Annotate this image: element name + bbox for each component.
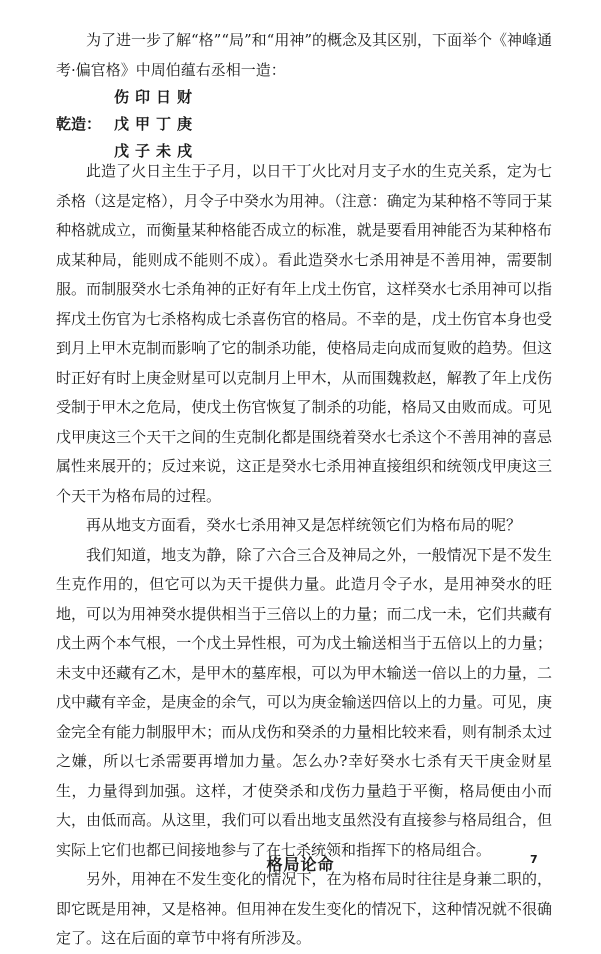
chart-ten-gods: 伤印日财: [114, 88, 199, 106]
chart-row-stems: [56, 111, 356, 138]
paragraph-question: 再从地支方面看，癸水七杀用神又是怎样统领它们为格布局的呢？: [86, 516, 522, 534]
main-text: [56, 157, 552, 954]
page-number: 7: [530, 853, 538, 866]
chart-stems: 戊甲丁庚: [114, 115, 199, 133]
chart-row-ten-gods: [56, 84, 356, 111]
intro-paragraph: 为了进一步了解“格”“局”和“用神”的概念及其区别，下面举个《神峰通考·偏官格》中周伯蕴右丞相一造：: [56, 31, 553, 79]
chart-label: 乾造：: [56, 115, 102, 133]
paragraph-analysis: 此造了火日主生于子月，以日干丁火比对月支子水的生克关系，定为七杀格（这是定格），月令子中癸水为用神。（注意：确定为某种格不等同于某种格就成立，而衡量某种格能否成立的标准，就是要看用神能否为某种格布成某种局，能则成不能则不成）。看此造癸水七杀用神是不善用神，需要制服。而制服癸水七杀角神的正好有年上戊土伤官，这样癸水七杀用神可以指挥戊土伤官为七杀格构成七杀喜伤官的格局。不幸的是，戊土伤官本身也受到月上甲木克制而影响了它的制杀功能，使格局走向成而复败的趋势。但这时正好有时上庚金财星可以克制月上甲木，从而围魏救赵，解教了年上戊伤受制于甲木之危局，使戊土伤官恢复了制杀的功能，格局又由败而成。可见戊甲庚这三个天干之间的生克制化都是围绕着癸水七杀这个不善用神的喜忌属性来展开的；反过来说，这正是癸水七杀用神直接组织和统领戊甲庚这三个天干为格布局的过程。: [56, 162, 552, 505]
chart-branches: 戊子未戌: [114, 142, 199, 160]
footer-book-title: 格局论命: [266, 855, 335, 874]
paragraph-conclusion: 另外，用神在不发生变化的情况下，在为格布局时往往是身兼二职的，即它既是用神，又是格神。但用神在发生变化的情况下，这种情况就不很确定了。这在后面的章节中将有所涉及。: [56, 870, 552, 947]
paragraph-branches: 我们知道，地支为静，除了六合三合及神局之外，一般情况下是不发生生克作用的，但它可以为天干提供力量。此造月令子水，是用神癸水的旺地，可以为用神癸水提供相当于三倍以上的力量；而二戊一未，它们共藏有戊土两个本气根，一个戊土异性根，可为戊土输送相当于五倍以上的力量；未支中还藏有乙木，是甲木的墓库根，可以为甲木输送一倍以上的力量，二戊中藏有辛金，是庚金的余气，可以为庚金输送四倍以上的力量。可见，庚金完全有能力制服甲木；而从戊伤和癸杀的力量相比较来看，则有制杀太过之嫌，所以七杀需要再增加力量。怎么办?幸好癸水七杀有天干庚金财星生，力量得到加强。这样，才使癸杀和戊伤力量趋于平衡，格局便由小而大，由低而高。从这里，我们可以看出地支虽然没有直接参与格局组合，但实际上它们也都已间接地参与了在七杀统领和指挥下的格局组合。: [56, 545, 552, 859]
birth-chart: [56, 84, 356, 165]
